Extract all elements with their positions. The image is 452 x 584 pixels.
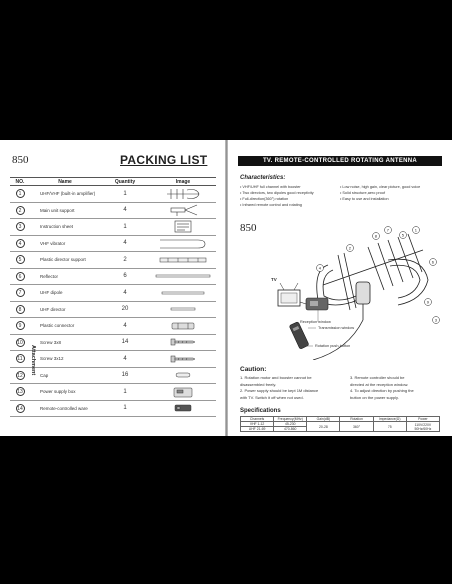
attachment-label: Attachment [30, 345, 36, 376]
table-row [10, 351, 216, 368]
caution-line: with TV. Switch it off when not used. [240, 394, 304, 400]
tv-label: TV [271, 277, 277, 282]
item-number: 7 [10, 285, 30, 302]
feature-item: • Two directors, two dipoles good receptivity [240, 191, 314, 195]
caution-line: 1. Rotation motor and booster cannot be [240, 375, 312, 380]
support-bracket-icon [150, 202, 216, 219]
packing-table [10, 177, 216, 417]
item-quantity: 1 [100, 384, 150, 401]
spec-cell: 20-28 [307, 422, 340, 432]
item-name: UHF dipole [30, 285, 100, 302]
vhf-element-right-inner [390, 265, 420, 298]
item-name: Main unit support [30, 202, 100, 219]
table-row [10, 318, 216, 335]
spec-cell: 470-860 [274, 427, 307, 432]
table-row [10, 235, 216, 252]
remote-control [289, 322, 309, 350]
item-number: 14 [10, 400, 30, 417]
remote-control-icon [150, 400, 216, 417]
screw-icon [150, 334, 216, 351]
item-name: Instruction sheet [30, 219, 100, 236]
item-quantity: 4 [100, 351, 150, 368]
reflector [338, 255, 350, 310]
spec-cell: 360° [340, 422, 373, 432]
svg-text:9: 9 [426, 299, 430, 305]
packing-list-page [0, 140, 225, 436]
item-number: 13 [10, 384, 30, 401]
svg-text:3: 3 [434, 317, 438, 323]
table-row [10, 285, 216, 302]
spec-header: Frequency(MHz) [274, 417, 307, 422]
item-number: 12 [10, 367, 30, 384]
table-row [10, 367, 216, 384]
svg-text:7: 7 [386, 227, 390, 233]
feature-item: • Full-direction(360°) rotation [240, 197, 289, 201]
dipole-rod-icon [150, 285, 216, 302]
item-number: 9 [10, 318, 30, 335]
screw-icon [150, 351, 216, 368]
caution-line: 3. Remote controller should be [350, 375, 405, 380]
spec-cell: UHF 21-69 [241, 427, 274, 432]
reception-window-label: Reception window [300, 320, 331, 324]
svg-text:6: 6 [431, 259, 435, 265]
motor-housing [356, 282, 370, 304]
item-quantity: 1 [100, 400, 150, 417]
caution-left [240, 375, 348, 401]
plastic-connector-icon [150, 318, 216, 335]
item-name: UHF director [30, 301, 100, 318]
feature-item: • Solid structure,aero proof [340, 191, 386, 195]
item-name: Screw 3x8 [30, 334, 100, 351]
item-name: VHF vibrator [30, 235, 100, 252]
item-quantity: 4 [100, 318, 150, 335]
item-number: 10 [10, 334, 30, 351]
item-quantity: 4 [100, 202, 150, 219]
table-row [10, 219, 216, 236]
reflector [344, 253, 356, 308]
rotation-button-label: Rotation push-button [315, 344, 351, 348]
item-quantity: 20 [100, 301, 150, 318]
item-number: 3 [10, 219, 30, 236]
vhf-vibrator-icon [150, 235, 216, 252]
item-number: 2 [10, 202, 30, 219]
item-name: Screw 3x12 [30, 351, 100, 368]
caution-line: disassembled freely. [240, 381, 277, 387]
power-box-icon [150, 384, 216, 401]
spec-header: Gain(dB) [307, 417, 340, 422]
cap-icon [150, 367, 216, 384]
item-quantity: 6 [100, 268, 150, 285]
model-number: 850 [240, 222, 257, 234]
caution-line: directed at the reception window. [350, 381, 409, 387]
table-row [10, 400, 216, 417]
spec-cell: 110V/220V 50Hz/60Hz [406, 422, 439, 432]
feature-item: • Low noise, high gain, clear picture, good voice [340, 185, 421, 189]
caution-line: 2. Power supply should be kept 1M distance [240, 388, 319, 393]
caution-right [350, 375, 446, 401]
item-name: Plastic connector [30, 318, 100, 335]
item-number: 4 [10, 235, 30, 252]
item-quantity: 1 [100, 219, 150, 236]
spec-header: Channels [241, 417, 274, 422]
product-banner: TV. REMOTE-CONTROLLED ROTATING ANTENNA [238, 156, 442, 166]
tv-set [278, 283, 300, 306]
table-row [10, 252, 216, 269]
table-header [10, 178, 216, 186]
item-name: Plastic director support [30, 252, 100, 269]
director-support-icon [150, 252, 216, 269]
header-quantity: Quantity [100, 178, 150, 186]
reflector-rod-icon [150, 268, 216, 285]
item-quantity: 2 [100, 252, 150, 269]
antenna-illustration [238, 210, 442, 360]
table-row [10, 301, 216, 318]
table-row [10, 202, 216, 219]
caution-line: 4. To adjust direction by pushing the [350, 388, 414, 393]
item-number: 8 [10, 301, 30, 318]
item-name: Cap [30, 367, 100, 384]
item-name: Remote-controlled ware [30, 400, 100, 417]
item-name: Reflector [30, 268, 100, 285]
table-row [10, 384, 216, 401]
item-number: 6 [10, 268, 30, 285]
spec-cell: 45-230 [274, 422, 307, 427]
svg-text:5: 5 [401, 232, 405, 238]
packing-list-title: PACKING LIST [120, 153, 208, 167]
header-name: Name [30, 178, 100, 186]
spec-cell: VHF 1-12 [241, 422, 274, 427]
item-quantity: 4 [100, 235, 150, 252]
svg-text:4: 4 [318, 265, 322, 271]
svg-text:1: 1 [414, 227, 418, 233]
caution-heading: Caution: [240, 366, 267, 373]
features-right [340, 184, 445, 202]
transmission-window-label: Transmission window [318, 326, 355, 330]
table-row [10, 186, 216, 203]
item-quantity: 14 [100, 334, 150, 351]
spec-cell: 75 [373, 422, 406, 432]
features-left [240, 184, 345, 208]
item-name: UHF/VHF (built-in amplifier) [30, 186, 100, 203]
power-supply-box [300, 298, 328, 310]
vhf-element-right [388, 259, 428, 305]
feature-item: • Easy to use and installation [340, 197, 389, 201]
table-row [10, 334, 216, 351]
caution-line: button on the power supply. [350, 394, 399, 400]
svg-text:8: 8 [374, 233, 378, 239]
specifications-heading: Specifications [240, 408, 281, 414]
model-number: 850 [12, 154, 29, 166]
item-quantity: 4 [100, 285, 150, 302]
item-number: 5 [10, 252, 30, 269]
header-no: NO. [10, 178, 30, 186]
item-number: 11 [10, 351, 30, 368]
header-image: Image [150, 178, 216, 186]
product-page [228, 140, 452, 436]
item-name: Power supply box [30, 384, 100, 401]
item-quantity: 1 [100, 186, 150, 203]
spec-header: Impedance(Ω) [373, 417, 406, 422]
svg-text:2: 2 [348, 245, 352, 251]
spec-header: Power [406, 417, 439, 422]
spec-header: Rotation [340, 417, 373, 422]
antenna-icon [150, 186, 216, 203]
antenna-diagram [238, 210, 442, 360]
item-number: 1 [10, 186, 30, 203]
manual-spread [0, 140, 452, 436]
feature-item: • VHF/UHF full channel with booster [240, 185, 301, 189]
instruction-sheet-icon [150, 219, 216, 236]
characteristics-heading: Characteristics: [240, 175, 286, 181]
item-quantity: 16 [100, 367, 150, 384]
feature-item: • Infrared remote control and rotating [240, 203, 302, 207]
specifications-table [240, 416, 440, 432]
director-rod-icon [150, 301, 216, 318]
table-row [10, 268, 216, 285]
